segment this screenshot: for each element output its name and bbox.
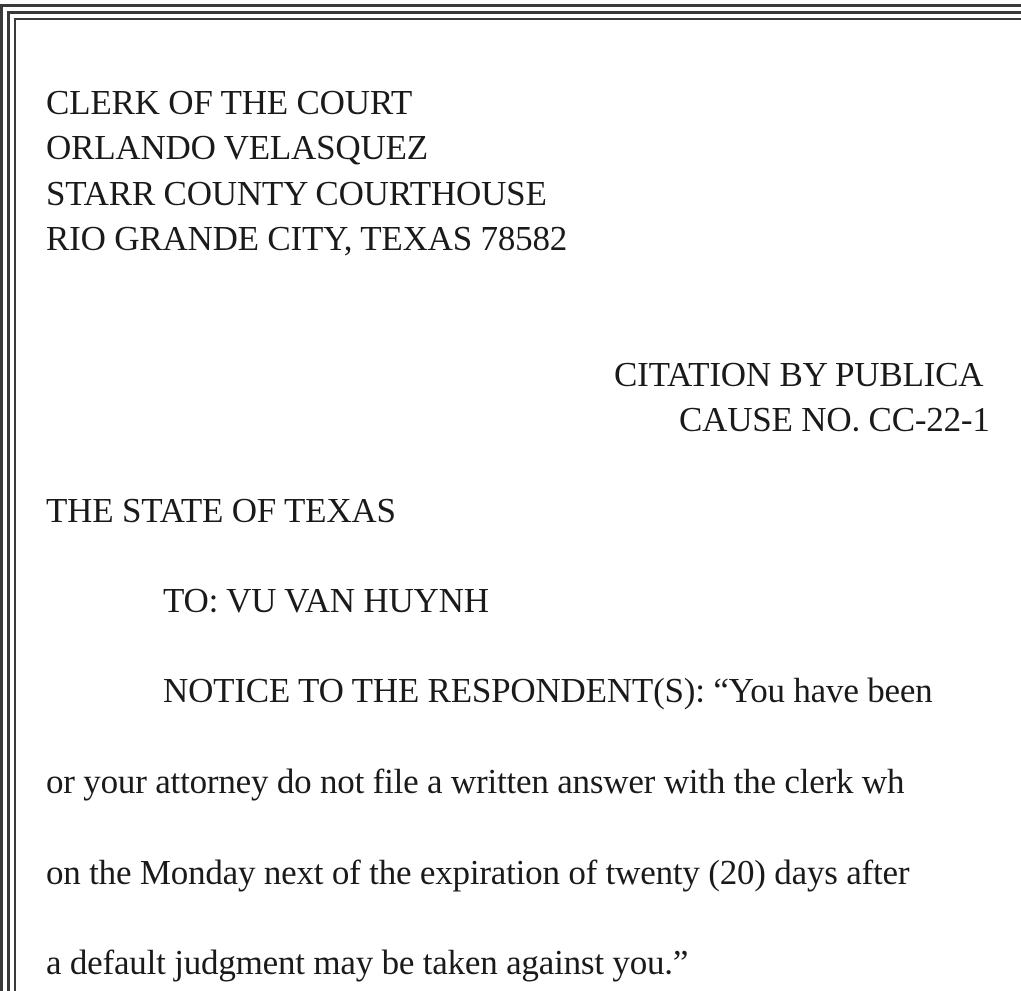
cause-number: CAUSE NO. CC-22-1 xyxy=(679,400,990,439)
clerk-address-line: RIO GRANDE CITY, TEXAS 78582 xyxy=(46,219,568,258)
notice-line: NOTICE TO THE RESPONDENT(S): “You have been xyxy=(163,671,933,710)
notice-line: or your attorney do not file a written answer with the clerk wh xyxy=(46,762,905,801)
border-top-outer xyxy=(0,4,1021,7)
border-top-middle xyxy=(7,11,1021,14)
clerk-address-line: STARR COUNTY COURTHOUSE xyxy=(46,174,547,213)
citation-title: CITATION BY PUBLICA xyxy=(614,355,984,394)
border-top-inner xyxy=(14,18,1021,20)
border-left-inner xyxy=(14,18,16,991)
border-left-middle xyxy=(7,11,10,991)
notice-line: a default judgment may be taken against you.” xyxy=(46,943,689,982)
border-left-outer xyxy=(0,4,3,991)
clerk-address-line: CLERK OF THE COURT xyxy=(46,83,413,122)
respondent-line: TO: VU VAN HUYNH xyxy=(163,581,489,620)
clerk-address-line: ORLANDO VELASQUEZ xyxy=(46,128,428,167)
state-heading: THE STATE OF TEXAS xyxy=(46,491,396,530)
notice-line: on the Monday next of the expiration of twenty (20) days after xyxy=(46,853,910,892)
